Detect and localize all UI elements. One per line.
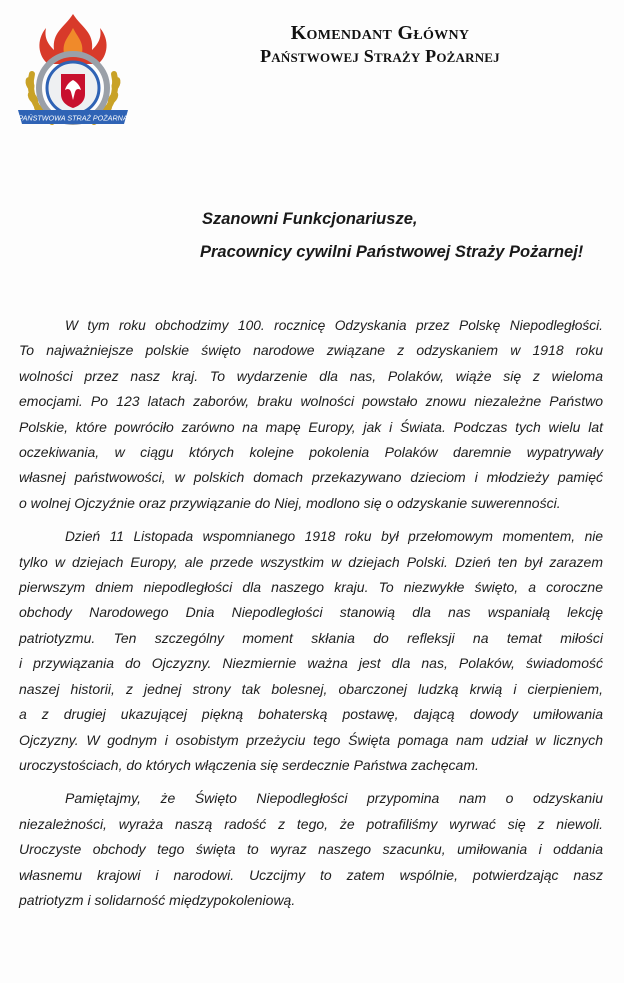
text-line: Dzień 11 Listopada wspomnianego 1918 roku był przełomowym momentem, nie	[65, 529, 603, 545]
paragraph-1	[19, 313, 603, 516]
text-line: patriotyzm i solidarność międzypokoleniową.	[19, 891, 296, 908]
text-line: W tym roku obchodzimy 100. rocznicę Odzyskania przez Polskę Niepodległości.	[65, 318, 603, 333]
text-line: To najważniejsze polskie święto narodowe związane z odzyskaniem w 1918 roku	[19, 342, 603, 359]
text-line: wolności przez nasz kraj. To wydarzenie dla nas, Polaków, wiąże się z wieloma	[19, 367, 603, 384]
text-line: oczekiwania, w ciągu których kolejne pokolenia Polaków daremnie wypatrywały	[19, 444, 603, 461]
salutation	[200, 203, 610, 269]
issuer-heading	[160, 22, 600, 68]
text-line: a z drugiej ukazującej piękną bohaterską postawę, dającą dowody umiłowania	[19, 706, 603, 723]
text-line: obchody Narodowego Dnia Niepodległości stanowią dla nas wspaniałą lekcję	[19, 604, 603, 621]
paragraph-3	[19, 786, 603, 913]
text-line: i przywiązania do Ojczyzny. Niezmiernie ważna jest dla nas, Polaków, świadomość	[19, 655, 603, 672]
paragraph-2	[19, 524, 603, 778]
letter-body	[19, 313, 603, 913]
fire-service-emblem	[14, 10, 132, 136]
text-line: naszej historii, z jednej strony tak bolesnej, obarczonej ludzką krwią i cierpieniem,	[19, 680, 603, 697]
salutation-line2: Pracownicy cywilni Państwowej Straży Pożarnej!	[200, 243, 584, 261]
text-line: Uroczyste obchody tego święta to wyraz naszego szacunku, umiłowania i oddania	[19, 841, 603, 858]
issuer-title-line2: Państwowej Straży Pożarnej	[260, 46, 500, 66]
text-line: emocjami. Po 123 latach zaborów, braku wolności powstało znowu niezależne Państwo	[19, 393, 603, 410]
text-line: Ojczyzny. W godnym i osobistym przeżyciu tego Święta pomaga nam udział w licznych	[19, 731, 603, 748]
text-line: uroczystościach, do których włączenia się serdecznie Państwa zachęcam.	[19, 756, 479, 773]
text-line: patriotyzmu. Ten szczególny moment skłania do refleksji na temat miłości	[19, 629, 603, 646]
text-line: pierwszym dniem niepodległości dla naszego kraju. To niezwykłe święto, a coroczne	[19, 579, 603, 596]
text-line: niezależności, wyraża naszą radość z tego, że potrafiliśmy wyrwać się z niewoli.	[19, 815, 603, 832]
salutation-line1: Szanowni Funkcjonariusze,	[202, 210, 418, 228]
issuer-title-line1: Komendant Główny	[290, 22, 470, 44]
text-line: własnej państwowości, w polskich domach przekazywano dzieciom i młodzieży pamięć	[19, 469, 603, 486]
text-line: własnemu krajowi i narodowi. Uczcijmy to zatem wspólnie, potwierdzając nasz	[19, 866, 603, 883]
text-line: Pamiętajmy, że Święto Niepodległości przypomina nam o odzyskaniu	[65, 790, 603, 807]
text-line: tylko w dziejach Europy, ale przede wszystkim w dziejach Polski. Dzień ten był zarazem	[19, 553, 603, 570]
emblem-ribbon-text: PAŃSTWOWA STRAŻ POŻARNA	[18, 113, 128, 123]
text-line: Polskie, które powróciło zarówno na mapę Europy, jak i Świata. Podczas tych wielu lat	[19, 418, 603, 435]
text-line: o wolnej Ojczyźnie oraz przywiązanie do Niej, modlono się o odzyskanie suwerenności.	[19, 494, 561, 511]
